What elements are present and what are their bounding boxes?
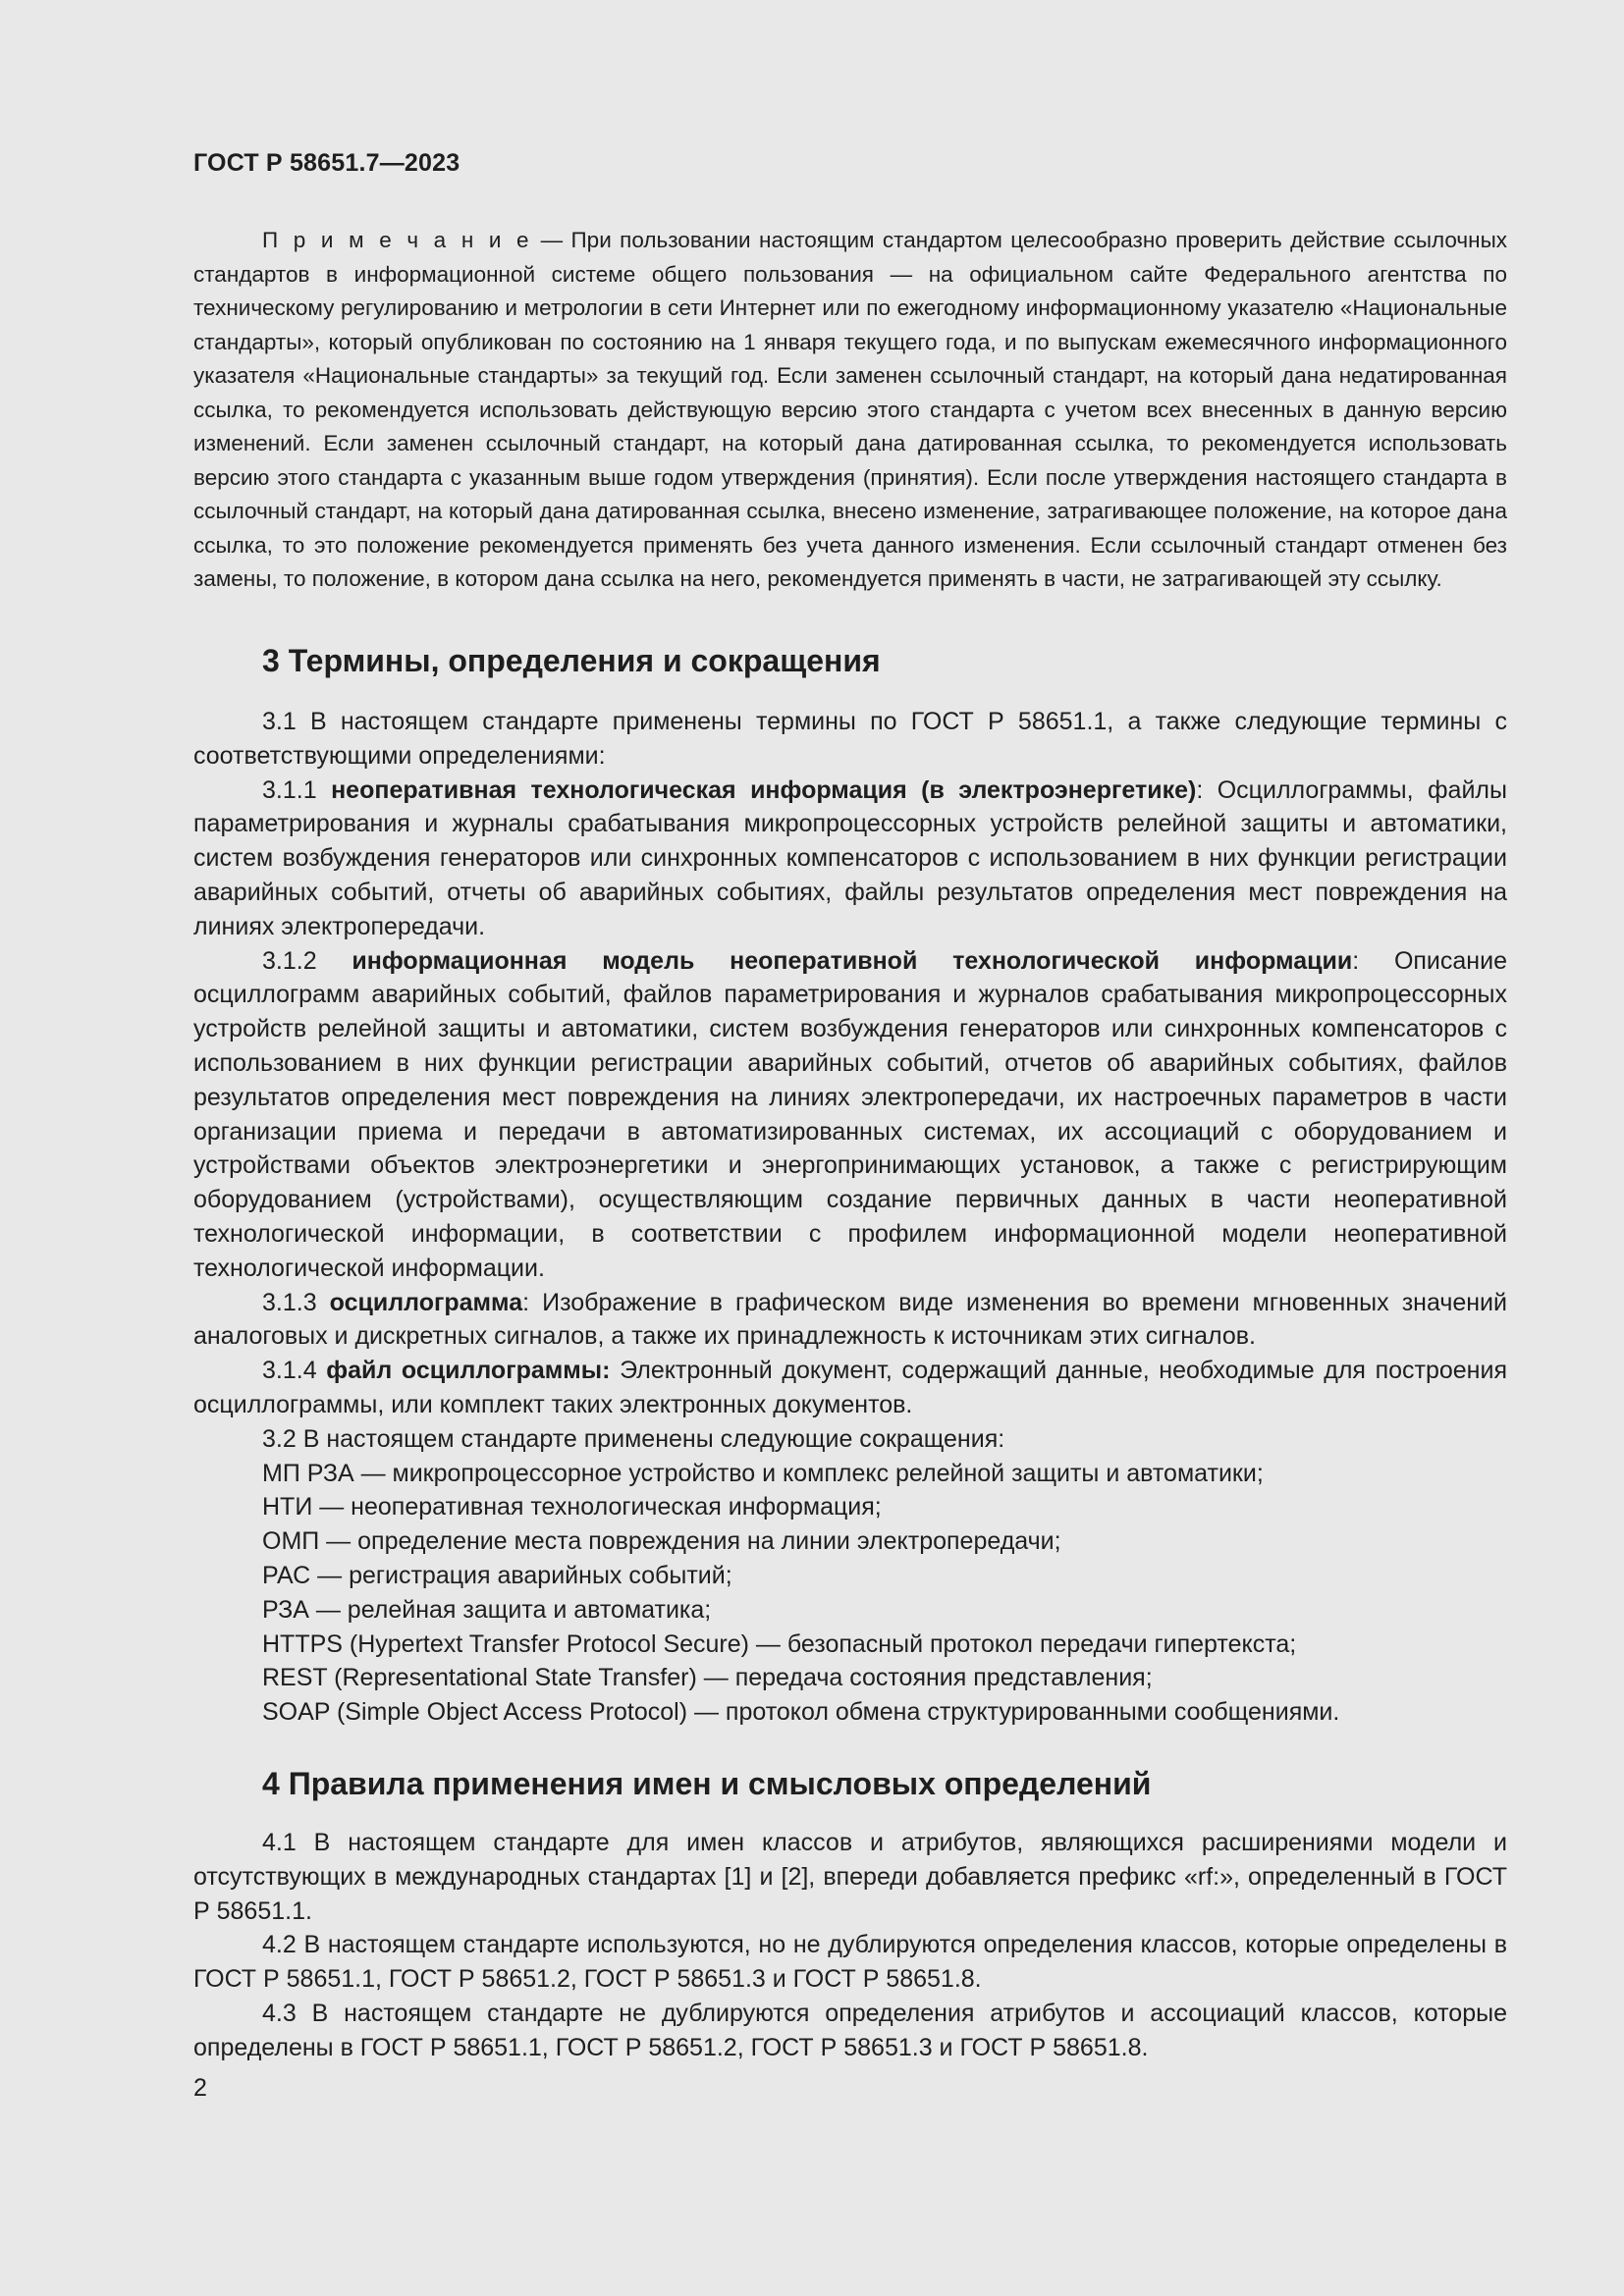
paragraph-3-2: 3.2 В настоящем стандарте применены следующие сокращения: xyxy=(262,1424,1005,1453)
section-4-heading: 4 Правила применения имен и смысловых определений xyxy=(262,1766,1152,1801)
term-definition: Электронный документ, содержащий данные, необходимые для построения осциллограммы, или комплект таких электронных документов. xyxy=(193,1357,1507,1418)
document-header: ГОСТ Р 58651.7—2023 xyxy=(193,149,460,177)
term-number: 3.1.2 xyxy=(262,946,352,975)
abbreviation-item: HTTPS (Hypertext Transfer Protocol Secure) — безопасный протокол передачи гипертекста; xyxy=(262,1629,1297,1658)
section-4-body xyxy=(193,1826,1507,2065)
term-number: 3.1.4 xyxy=(262,1357,327,1385)
paragraph-3-1: 3.1 В настоящем стандарте применены термины по ГОСТ Р 58651.1, а также следующие термины с соответствующими определениями: xyxy=(193,708,1507,770)
term-number: 3.1.3 xyxy=(262,1288,330,1316)
paragraph-4-1: 4.1 В настоящем стандарте для имен классов и атрибутов, являющихся расширениями модели и отсутствующих в международных стандартах [1] и [2], впереди добавляется префикс «rf:», определенный в ГОСТ Р 58651.1. xyxy=(193,1829,1507,1925)
term-title: файл осциллограммы: xyxy=(326,1357,611,1385)
term-title: неоперативная технологическая информация (в электроэнергетике) xyxy=(331,775,1197,804)
page-number: 2 xyxy=(193,2074,207,2102)
abbreviation-item: SOAP (Simple Object Access Protocol) — протокол обмена структурированными сообщениями. xyxy=(262,1698,1340,1727)
abbreviation-item: ОМП — определение места повреждения на линии электропередачи; xyxy=(262,1527,1061,1556)
paragraph-4-3: 4.3 В настоящем стандарте не дублируются определения атрибутов и ассоциаций классов, которые определены в ГОСТ Р 58651.1, ГОСТ Р 58651.2, ГОСТ Р 58651.3 и ГОСТ Р 58651.8. xyxy=(193,1999,1507,2061)
term-3-1-2 xyxy=(193,944,1507,1286)
note-text: — При пользовании настоящим стандартом целесообразно проверить действие ссылочных стандартов в информационной системе общего пользования — на официальном сайте Федерального агентства по техническому регулированию и метрологии в сети Интернет или по ежегодному информационному указателю «Национальные стандарты», который опубликован по состоянию на 1 января текущего года, и по выпускам ежемесячного информационного указателя «Национальные стандарты» за текущий год. Если заменен ссылочный стандарт, на который дана недатированная ссылка, то рекомендуется использовать действующую версию этого стандарта с учетом всех внесенных в данную версию изменений. Если заменен ссылочный стандарт, на который дана датированная ссылка, то рекомендуется использовать версию этого стандарта с указанным выше годом утверждения (принятия). Если после утверждения настоящего стандарта в ссылочный стандарт, на который дана датированная ссылка, внесено изменение, затрагивающее положение, на которое дана ссылка, то это положение рекомендуется применять без учета данного изменения. Если ссылочный стандарт отменен без замены, то положение, в котором дана ссылка на него, рекомендуется применять в части, не затрагивающей эту ссылку. xyxy=(193,228,1508,591)
term-3-1-4 xyxy=(193,1354,1507,1422)
paragraph-4-2: 4.2 В настоящем стандарте используются, но не дублируются определения классов, которые определены в ГОСТ Р 58651.1, ГОСТ Р 58651.2, ГОСТ Р 58651.3 и ГОСТ Р 58651.8. xyxy=(193,1931,1507,1994)
section-3-body xyxy=(193,705,1507,1730)
abbreviation-item: МП РЗА — микропроцессорное устройство и комплекс релейной защиты и автоматики; xyxy=(262,1459,1264,1487)
term-number: 3.1.1 xyxy=(262,775,332,804)
term-3-1-1 xyxy=(193,774,1507,944)
term-definition: : Изображение в графическом виде изменения во времени мгновенных значений аналоговых и дискретных сигналов, а также их принадлежность к источникам этих сигналов. xyxy=(193,1288,1507,1351)
term-definition: : Описание осциллограмм аварийных событий, файлов параметрирования и журналов срабатывания микропроцессорных устройств релейной защиты и автоматики, систем возбуждения генераторов или синхронных компенсаторов с использованием в них функции регистрации аварийных событий, отчетов об аварийных событиях, файлов результатов определения мест повреждения на линиях электропередачи, их настроечных параметров в части организации приема и передачи в автоматизированных системах, их ассоциаций с оборудованием и устройствами объектов электроэнергетики и энергопринимающих установок, а также с регистрирующим оборудованием (устройствами), осуществляющим создание первичных данных в части неоперативной технологической информации, в соответствии с профилем информационной модели неоперативной технологической информации. xyxy=(193,946,1507,1282)
abbreviation-item: НТИ — неоперативная технологическая информация; xyxy=(262,1493,882,1522)
note-label: П р и м е ч а н и е xyxy=(262,228,533,252)
abbreviation-item: РАС — регистрация аварийных событий; xyxy=(262,1561,732,1589)
abbreviation-item: REST (Representational State Transfer) — передача состояния представления; xyxy=(262,1664,1153,1692)
term-3-1-3 xyxy=(193,1286,1507,1355)
term-definition: : Осциллограммы, файлы параметрирования и журналы срабатывания микропроцессорных устройств релейной защиты и автоматики, систем возбуждения генераторов или синхронных компенсаторов с использованием в них функции регистрации аварийных событий, отчеты об аварийных событиях, файлы результатов определения мест повреждения на линиях электропередачи. xyxy=(193,775,1507,940)
reference-note xyxy=(193,224,1507,597)
term-title: информационная модель неоперативной технологической информации xyxy=(352,946,1353,975)
term-title: осциллограмма xyxy=(329,1288,523,1316)
abbreviation-item: РЗА — релейная защита и автоматика; xyxy=(262,1595,712,1624)
section-3-heading: 3 Термины, определения и сокращения xyxy=(262,643,881,678)
